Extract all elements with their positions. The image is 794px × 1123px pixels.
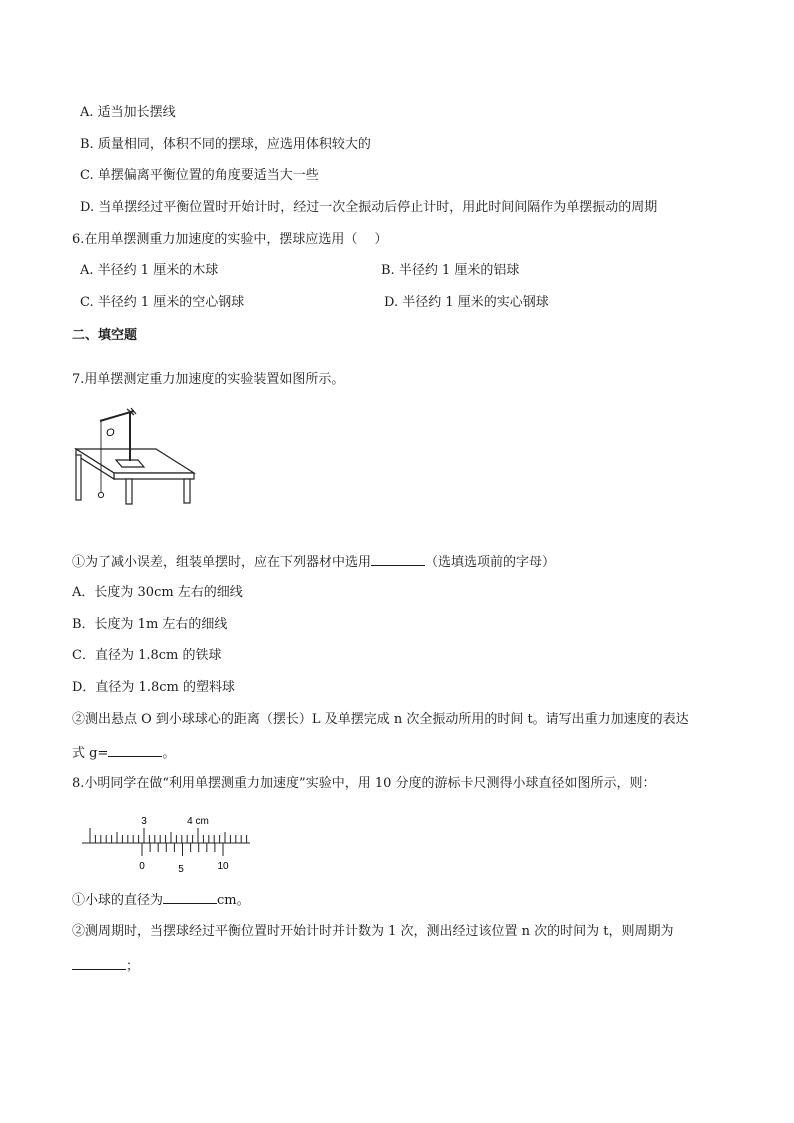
q5-option-c: C. 单摆偏离平衡位置的角度要适当大一些: [80, 168, 319, 183]
q7-option-a: A．长度为 30cm 左右的细线: [72, 585, 243, 600]
vernier-label-0: 0: [139, 861, 145, 872]
pendulum-apparatus-figure: [72, 405, 198, 505]
q7-option-c: C．直径为 1.8cm 的铁球: [72, 648, 222, 663]
q8-sub2-line1: ②测周期时，当摆球经过平衡位置时开始计时并计数为 1 次，测出经过该位置 n 次的时间为 t，则周期为: [72, 924, 674, 939]
q8-sub1: [72, 891, 250, 909]
q7-option-d: D．直径为 1.8cm 的塑料球: [72, 680, 235, 695]
q7-sub2-line2: [72, 744, 175, 762]
answer-blank[interactable]: [371, 553, 425, 566]
q6-option-b: B. 半径约 1 厘米的铝球: [381, 263, 520, 278]
q8-sub1-text-before: ①小球的直径为: [72, 893, 164, 908]
q7-sub2-line1: ②测出悬点 O 到小球球心的距离（摆长）L 及单摆完成 n 次全振动所用的时间 t。请写出重力加速度的表达: [72, 712, 689, 727]
section-title-fill-in: 二、填空题: [72, 328, 138, 343]
q8-sub2-text-after: ；: [126, 959, 140, 974]
main-scale-label-4cm: 4 cm: [187, 816, 209, 827]
answer-blank[interactable]: [72, 957, 126, 970]
vernier-caliper-figure: [78, 810, 258, 876]
q8-sub1-text-after: cm。: [217, 893, 250, 908]
figure-label-o: O: [106, 427, 115, 439]
vernier-scale-ticks: [142, 843, 223, 856]
q8-sub2-line2: [72, 957, 139, 975]
q7-sub2-text-before: 式 g=: [72, 746, 109, 761]
q5-option-d: D. 当单摆经过平衡位置时开始计时，经过一次全振动后停止计时，用此时间间隔作为单摆振动的周期: [80, 200, 658, 215]
q6-stem: 6.在用单摆测重力加速度的实验中，摆球应选用（ ）: [72, 232, 388, 247]
answer-blank[interactable]: [108, 744, 162, 757]
q7-sub1: [72, 553, 555, 571]
q5-option-b: B. 质量相同，体积不同的摆球，应选用体积较大的: [80, 137, 371, 152]
q7-sub2-text-after: 。: [162, 746, 176, 761]
q8-stem: 8.小明同学在做“利用单摆测重力加速度”实验中，用 10 分度的游标卡尺测得小球直径如图所示，则：: [72, 776, 656, 791]
main-scale-ticks: [90, 828, 247, 843]
main-scale-label-3: 3: [141, 816, 147, 827]
vernier-label-10: 10: [217, 861, 229, 872]
q6-option-c: C. 半径约 1 厘米的空心钢球: [80, 295, 245, 310]
q7-sub1-text-after: （选填选项前的字母）: [425, 555, 556, 570]
q7-sub1-text-before: ①为了减小误差，组装单摆时，应在下列器材中选用: [72, 555, 372, 570]
q5-option-a: A. 适当加长摆线: [80, 105, 176, 120]
q7-option-b: B．长度为 1m 左右的细线: [72, 617, 228, 632]
q6-option-d: D. 半径约 1 厘米的实心钢球: [384, 295, 549, 310]
q7-stem: 7.用单摆测定重力加速度的实验装置如图所示。: [72, 372, 345, 387]
q6-option-a: A. 半径约 1 厘米的木球: [80, 263, 219, 278]
answer-blank[interactable]: [163, 891, 217, 904]
vernier-label-5: 5: [178, 864, 184, 875]
